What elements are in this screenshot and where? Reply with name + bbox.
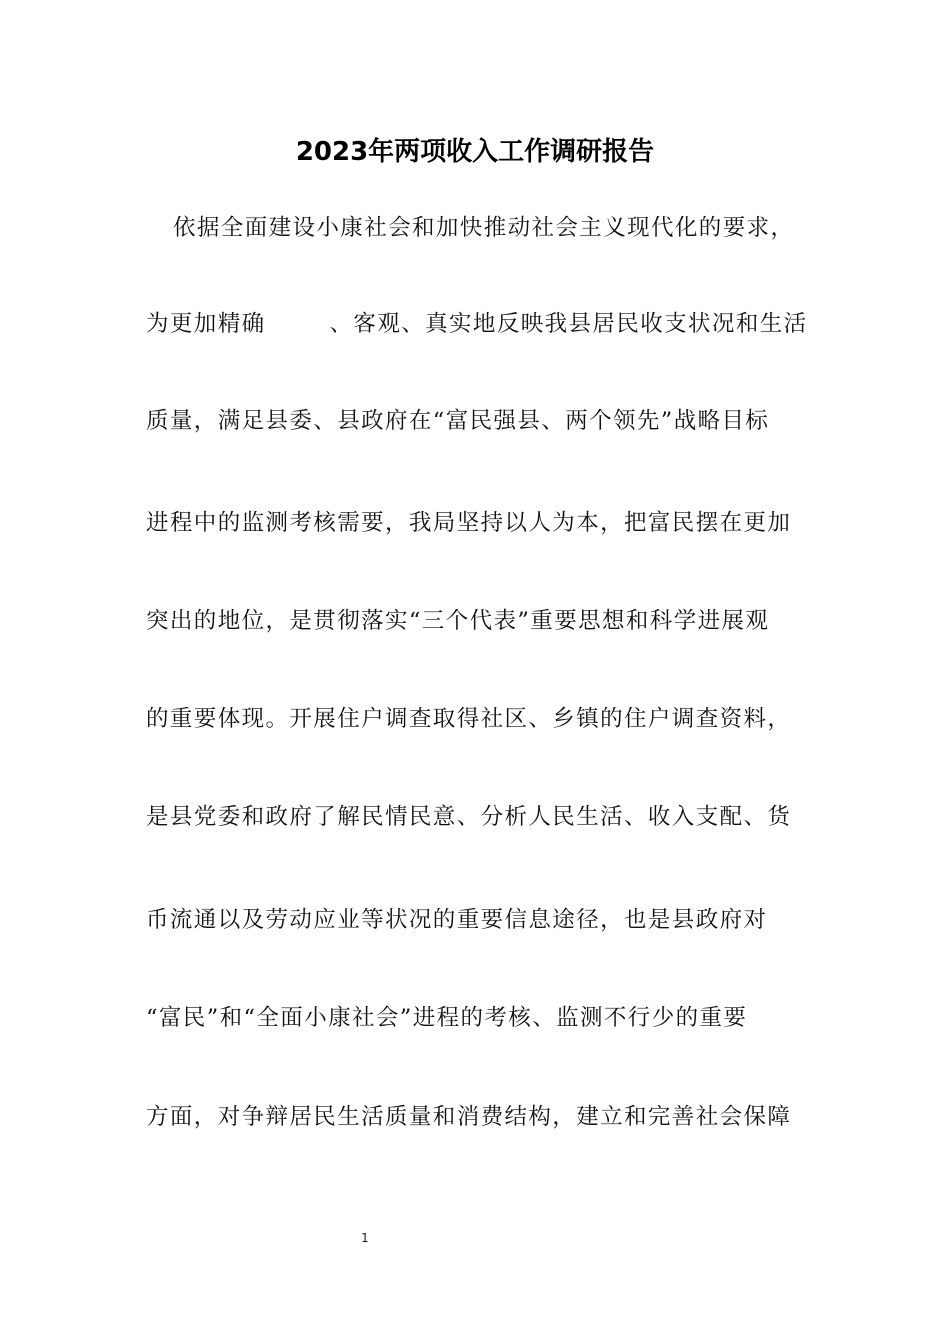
paragraph-line-3: 质量，满足县委、县政府在“富民强县、两个领先”战略目标: [146, 408, 770, 434]
paragraph-line-6: 的重要体现。开展住户调查取得社区、乡镇的住户调查资料，: [146, 706, 792, 732]
paragraph-line-1: 依据全面建设小康社会和加快推动社会主义现代化的要求，: [173, 215, 795, 241]
page-number: 1: [361, 1231, 369, 1245]
paragraph-line-9: “富民”和“全面小康社会”进程的考核、监测不行少的重要: [146, 1005, 748, 1031]
paragraph-line-2: [146, 307, 806, 341]
paragraph-line-2-part-2: 、客观、真实地反映我县居民收支状况和生活: [329, 311, 808, 337]
paragraph-line-10: 方面，对争辩居民生活质量和消费结构，建立和完善社会保障: [146, 1104, 792, 1130]
paragraph-line-7: 是县党委和政府了解民情民意、分析人民生活、收入支配、货: [146, 804, 792, 830]
paragraph-line-5: 突出的地位，是贯彻落实“三个代表”重要思想和科学进展观: [146, 608, 770, 634]
paragraph-line-2-part-1: 为更加精确: [146, 311, 266, 337]
document-title: 2023年两项收入工作调研报告: [295, 137, 655, 167]
paragraph-line-8: 币流通以及劳动应业等状况的重要信息途径，也是县政府对: [146, 907, 768, 933]
paragraph-line-4: 进程中的监测考核需要，我局坚持以人为本，把富民摆在更加: [146, 510, 792, 536]
